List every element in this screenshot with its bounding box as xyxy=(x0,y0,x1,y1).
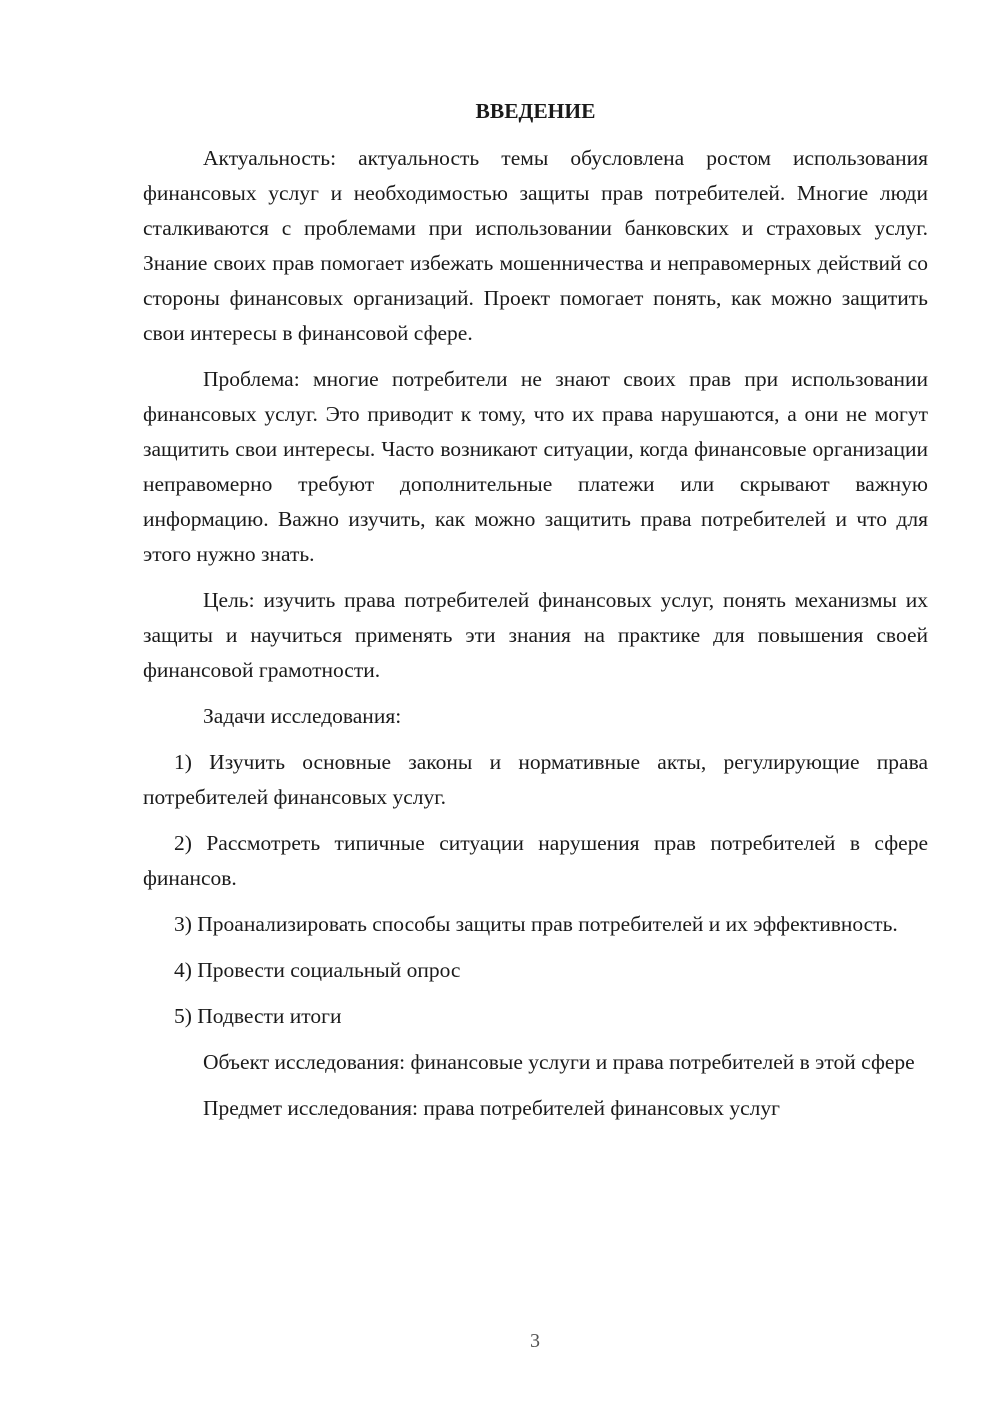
task-item: 1) Изучить основные законы и нормативные акты, регулирующие права потребителей финансовых услуг. xyxy=(143,750,928,809)
tasks-list xyxy=(143,745,928,1034)
goal-paragraph: Цель: изучить права потребителей финансовых услуг, понять механизмы их защиты и научиться применять эти знания на практике для повышения своей финансовой грамотности. xyxy=(143,588,928,682)
task-item: 3) Проанализировать способы защиты прав потребителей и их эффективность. xyxy=(174,912,898,936)
page-content xyxy=(143,94,928,1137)
task-item: 2) Рассмотреть типичные ситуации нарушения прав потребителей в сфере финансов. xyxy=(143,831,928,890)
tasks-title: Задачи исследования: xyxy=(203,704,402,728)
page-number: 3 xyxy=(530,1330,540,1352)
task-item: 4) Провести социальный опрос xyxy=(174,958,461,982)
subject-paragraph: Предмет исследования: права потребителей финансовых услуг xyxy=(203,1096,780,1120)
object-paragraph: Объект исследования: финансовые услуги и права потребителей в этой сфере xyxy=(203,1050,915,1074)
task-item: 5) Подвести итоги xyxy=(174,1004,342,1028)
relevance-paragraph: Актуальность: актуальность темы обусловлена ростом использования финансовых услуг и необходимостью защиты прав потребителей. Многие люди сталкиваются с проблемами при использовании банковских и страховых услуг. Знание своих прав помогает избежать мошенничества и неправомерных действий со стороны финансовых организаций. Проект помогает понять, как можно защитить свои интересы в финансовой сфере. xyxy=(143,146,928,345)
section-heading: ВВЕДЕНИЕ xyxy=(475,99,596,123)
problem-paragraph: Проблема: многие потребители не знают своих прав при использовании финансовых услуг. Это приводит к тому, что их права нарушаются, а они не могут защитить свои интересы. Часто возникают ситуации, когда финансовые организации неправомерно требуют дополнительные платежи или скрывают важную информацию. Важно изучить, как можно защитить права потребителей и что для этого нужно знать. xyxy=(143,367,928,566)
